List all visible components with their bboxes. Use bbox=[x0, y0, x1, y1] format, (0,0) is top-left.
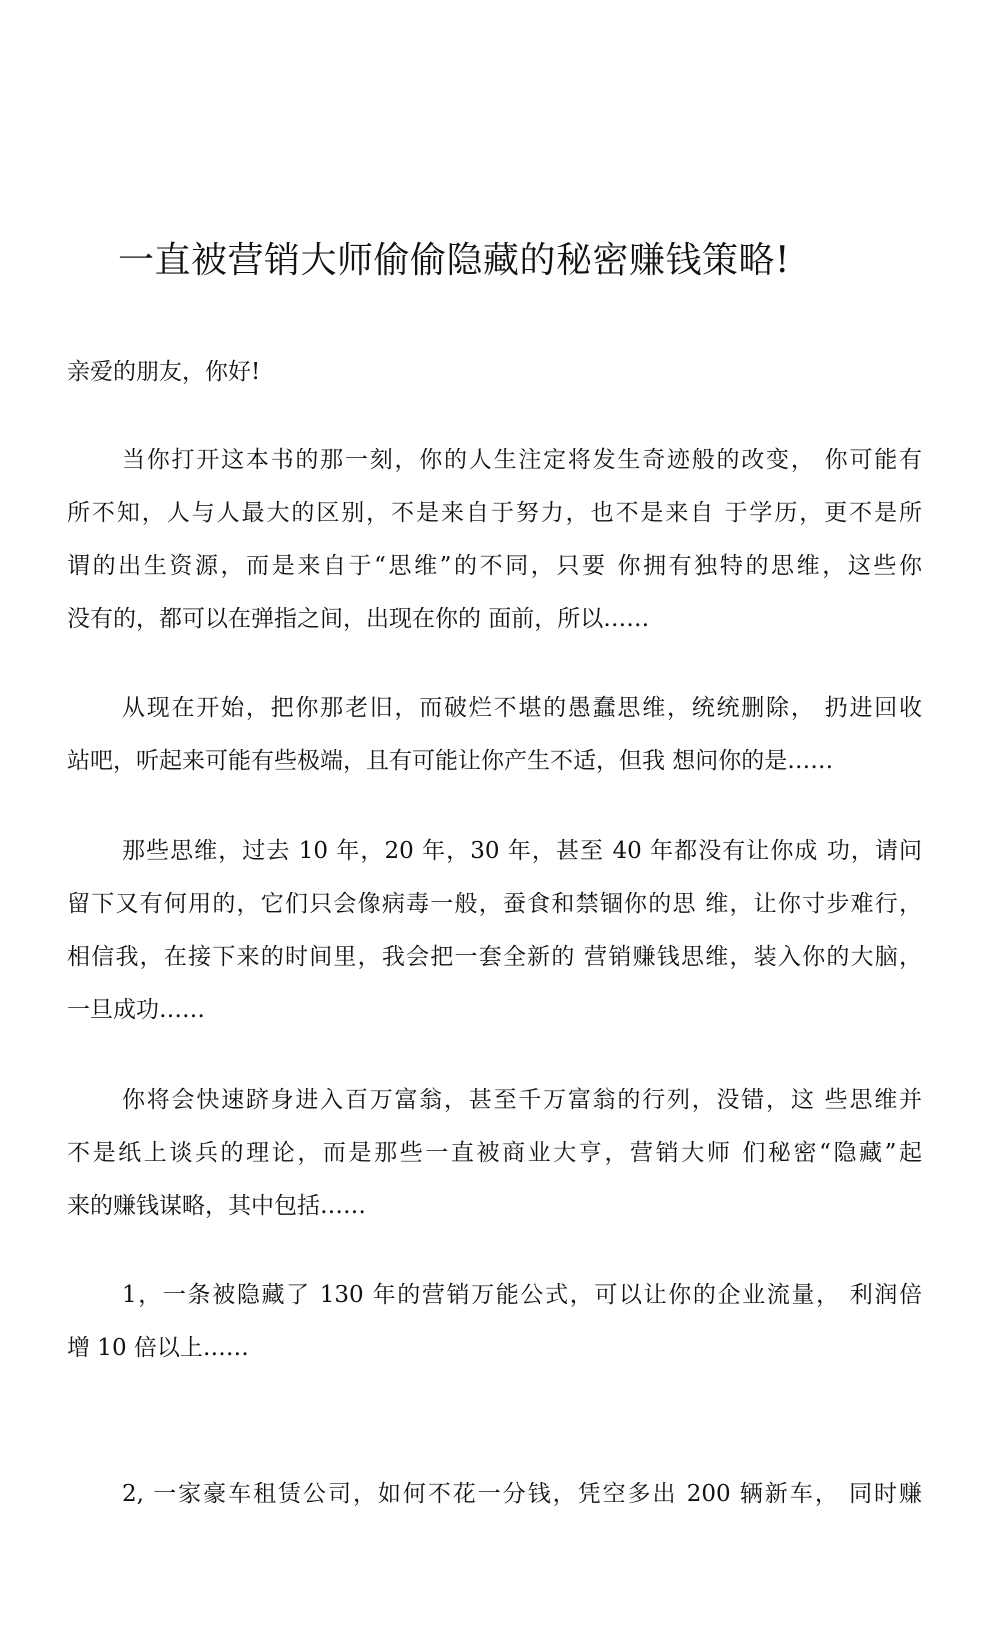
paragraph-line: 1，一条被隐藏了 130 年的营销万能公式，可以让你的企业流量， 利润倍 bbox=[122, 1282, 922, 1308]
paragraph-line: 当你打开这本书的那一刻，你的人生注定将发生奇迹般的改变， 你可能有 bbox=[122, 447, 922, 473]
paragraph-line: 不是纸上谈兵的理论，而是那些一直被商业大亨，营销大师 们秘密“隐藏”起 bbox=[67, 1140, 922, 1166]
paragraph-1 bbox=[67, 434, 922, 646]
paragraph-line: 那些思维，过去 10 年，20 年，30 年，甚至 40 年都没有让你成 功，请问 bbox=[122, 838, 922, 864]
paragraph-5 bbox=[67, 1269, 922, 1375]
paragraph-line: 所不知，人与人最大的区别，不是来自于努力，也不是来自 于学历，更不是所 bbox=[67, 500, 922, 526]
paragraph-line: 相信我，在接下来的时间里，我会把一套全新的 营销赚钱思维，装入你的大脑， bbox=[67, 944, 922, 970]
paragraph-6 bbox=[67, 1468, 922, 1521]
paragraph-line: 没有的，都可以在弹指之间，出现在你的 面前，所以…… bbox=[67, 606, 650, 632]
paragraph-line: 来的赚钱谋略，其中包括…… bbox=[67, 1193, 366, 1219]
paragraph-line: 2, 一家豪车租赁公司，如何不花一分钱，凭空多出 200 辆新车， 同时赚 bbox=[122, 1481, 922, 1507]
paragraph-line: 一旦成功…… bbox=[67, 997, 205, 1023]
paragraph-line: 从现在开始，把你那老旧，而破烂不堪的愚蠢思维，统统删除， 扔进回收 bbox=[122, 695, 922, 721]
greeting: 亲爱的朋友，你好! bbox=[67, 359, 261, 385]
paragraph-line: 留下又有何用的，它们只会像病毒一般，蚕食和禁锢你的思 维，让你寸步难行， bbox=[67, 891, 922, 917]
paragraph-line: 增 10 倍以上…… bbox=[67, 1335, 249, 1361]
paragraph-line: 站吧，听起来可能有些极端，且有可能让你产生不适，但我 想问你的是…… bbox=[67, 748, 834, 774]
paragraph-3 bbox=[67, 825, 922, 1037]
paragraph-line: 你将会快速跻身进入百万富翁，甚至千万富翁的行列，没错，这 些思维并 bbox=[122, 1087, 922, 1113]
paragraph-2 bbox=[67, 682, 922, 788]
document-title: 一直被营销大师偷偷隐藏的秘密赚钱策略! bbox=[118, 240, 790, 281]
paragraph-line: 谓的出生资源，而是来自于“思维”的不同，只要 你拥有独特的思维，这些你 bbox=[67, 553, 922, 579]
paragraph-4 bbox=[67, 1074, 922, 1233]
